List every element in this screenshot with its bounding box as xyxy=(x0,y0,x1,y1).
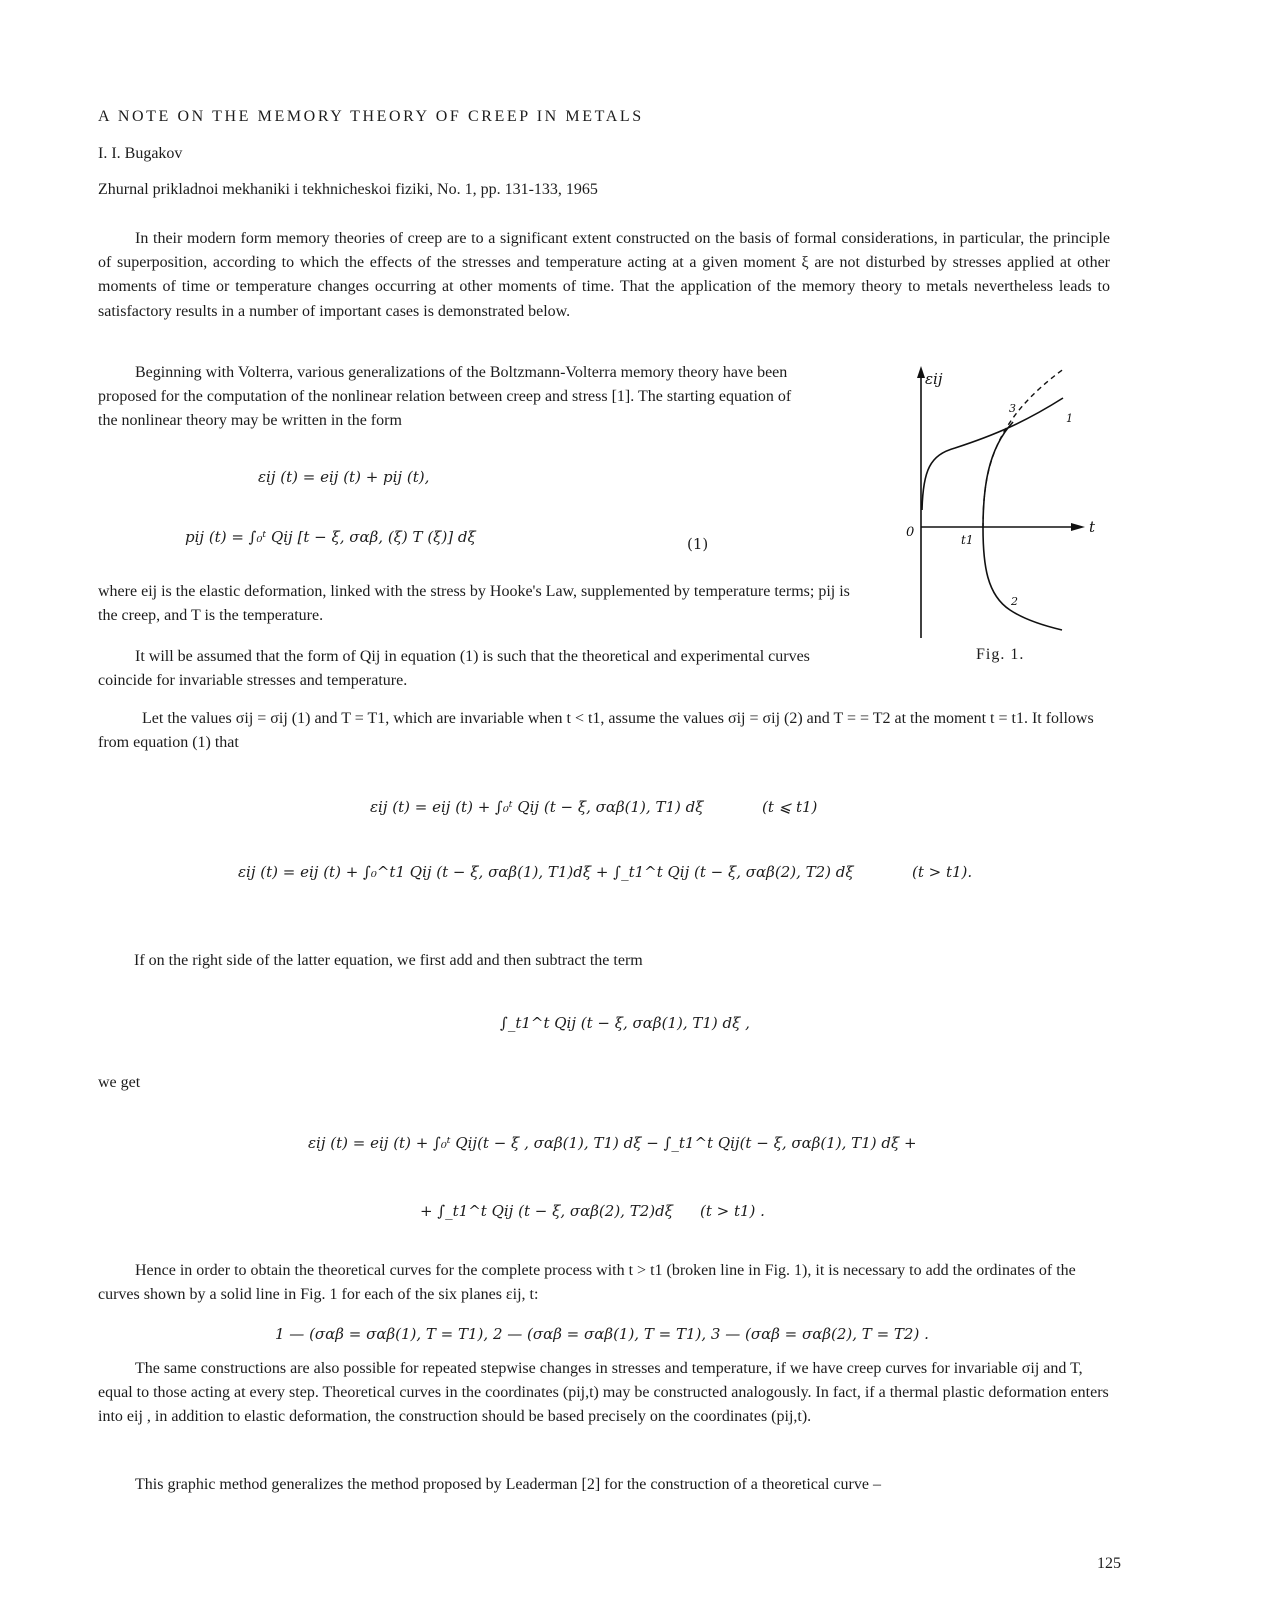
y-axis-arrow xyxy=(917,366,925,378)
paragraph-graphic-method: This graphic method generalizes the method proposed by Leaderman [2] for the construction of a theoretical curve – xyxy=(135,1476,881,1493)
equation-4b: + ∫_t1^t Qij (t − ξ, σαβ(2), T2)dξ xyxy=(420,1202,673,1220)
y-axis-label: εij xyxy=(925,370,943,388)
paragraph-theoretical-curves: Hence in order to obtain the theoretical curves for the complete process with t > t1 (broken line in Fig. 1), it is necessary to add the ordinates of the curves shown by a solid line in Fig. 1 for each of the six planes εij, t: xyxy=(98,1262,1076,1304)
paragraph-we-get: we get xyxy=(98,1074,141,1091)
author: I. I. Bugakov xyxy=(98,145,183,162)
creep-curves-figure xyxy=(895,360,1105,650)
equation-1b: pij (t) = ∫₀ᵗ Qij [t − ξ, σαβ, (ξ) T (ξ)] dξ xyxy=(185,528,476,546)
curve-1-label: 1 xyxy=(1066,412,1073,425)
paragraph-values: Let the values σij = σij (1) and T = T1, which are invariable when t < t1, assume the values σij = σij (2) and T = = T2 at the moment t = t1. It follows from equation (1) that xyxy=(98,710,1094,752)
curve-3-solid xyxy=(983,422,1013,528)
paragraph-assumption: It will be assumed that the form of Qij in equation (1) is such that the theoretical and experimental curves coincide for invariable stresses and temperature. xyxy=(98,648,810,690)
curve-2-label: 2 xyxy=(1011,595,1018,608)
t1-label: t1 xyxy=(961,533,974,547)
journal-reference: Zhurnal prikladnoi mekhaniki i tekhnicheskoi fiziki, No. 1, pp. 131-133, 1965 xyxy=(98,181,598,198)
paragraph-add-subtract: If on the right side of the latter equation, we first add and then subtract the term xyxy=(134,952,643,969)
equation-1a: εij (t) = eij (t) + pij (t), xyxy=(258,468,430,486)
curve-broken xyxy=(983,368,1065,528)
figure-caption: Fig. 1. xyxy=(976,646,1025,663)
equation-5: 1 — (σαβ = σαβ(1), T = T1), 2 — (σαβ = σαβ(1), T = T1), 3 — (σαβ = σαβ(2), T = T2) . xyxy=(275,1325,929,1343)
figure-1 xyxy=(895,360,1105,650)
equation-2b-condition: (t > t1). xyxy=(912,863,973,881)
origin-label: 0 xyxy=(906,525,915,540)
paragraph-constructions: The same constructions are also possible for repeated stepwise changes in stresses and temperature, if we have creep curves for invariable σij and T, equal to those acting at every step. Theoretical curves in the coordinates (pij,t) may be constructed analogously. In fact, if a thermal plastic deformation enters into eij , in addition to elastic deformation, the construction should be based precisely on the coordinates (pij,t). xyxy=(98,1360,1109,1426)
equation-4b-condition: (t > t1) . xyxy=(700,1202,765,1220)
equation-4a: εij (t) = eij (t) + ∫₀ᵗ Qij(t − ξ , σαβ(1), T1) dξ − ∫_t1^t Qij(t − ξ, σαβ(1), T1) dξ + xyxy=(308,1134,917,1152)
x-axis-label: t xyxy=(1089,518,1096,536)
curve-3-label: 3 xyxy=(1009,402,1016,415)
equation-3: ∫_t1^t Qij (t − ξ, σαβ(1), T1) dξ , xyxy=(500,1014,750,1032)
paragraph-intro: In their modern form memory theories of creep are to a significant extent constructed on the basis of formal considerations, in particular, the principle of superposition, according to which the effects of the stresses and temperature acting at a given moment ξ are not disturbed by stresses applied at other moments of time or temperature changes occurring at other moments of time. That the application of the memory theory to metals nevertheless leads to satisfactory results in a number of important cases is demonstrated below. xyxy=(98,230,1110,320)
equation-2b: εij (t) = eij (t) + ∫₀^t1 Qij (t − ξ, σαβ(1), T1)dξ + ∫_t1^t Qij (t − ξ, σαβ(2), T2) dξ xyxy=(238,863,854,881)
page-number: 125 xyxy=(1097,1555,1121,1572)
paragraph-volterra: Beginning with Volterra, various generalizations of the Boltzmann-Volterra memory theory have been proposed for the computation of the nonlinear relation between creep and stress [1]. The starting equation of the nonlinear theory may be written in the form xyxy=(98,364,792,430)
paper-title: A NOTE ON THE MEMORY THEORY OF CREEP IN METALS xyxy=(98,108,644,125)
equation-2a: εij (t) = eij (t) + ∫₀ᵗ Qij (t − ξ, σαβ(1), T1) dξ xyxy=(370,798,704,816)
curve-2 xyxy=(983,528,1062,630)
x-axis-arrow xyxy=(1071,523,1085,531)
curve-1 xyxy=(922,398,1063,510)
paragraph-where: where eij is the elastic deformation, linked with the stress by Hooke's Law, supplemented by temperature terms; pij is the creep, and T is the temperature. xyxy=(98,583,850,625)
equation-2a-condition: (t ⩽ t1) xyxy=(762,798,818,816)
equation-number-1: (1) xyxy=(687,535,709,553)
